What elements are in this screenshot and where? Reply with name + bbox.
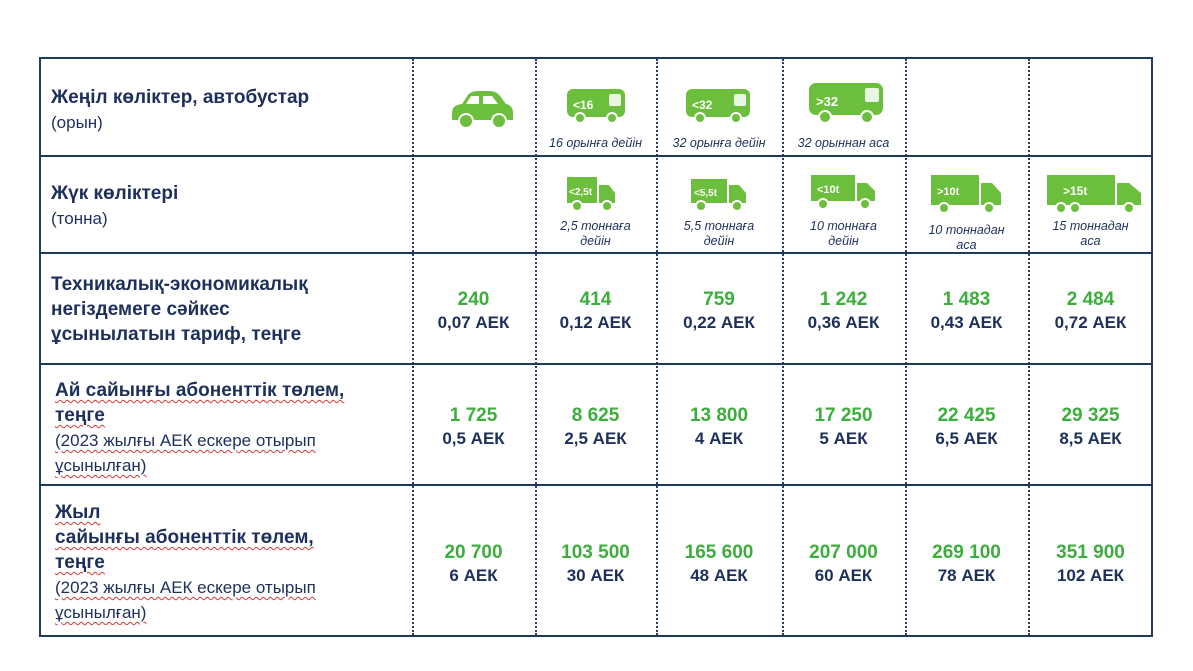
yearly-title-line1: Жыл xyxy=(55,502,101,523)
tariff-aek: 0,72 АЕК xyxy=(1054,313,1127,332)
car-icon xyxy=(446,87,516,131)
yearly-tenge: 20 700 xyxy=(444,542,503,563)
monthly-tenge: 13 800 xyxy=(689,405,749,426)
bus-badge: <16 xyxy=(573,98,594,112)
yearly-cell xyxy=(656,540,782,587)
monthly-title-line1: Ай сайынғы абоненттік төлем, xyxy=(55,380,345,401)
bus-icon xyxy=(565,85,629,125)
row-divider xyxy=(41,363,1151,365)
yearly-aek: 102 АЕК xyxy=(1056,566,1125,585)
passenger-row-header xyxy=(51,85,309,135)
passenger-caption: 32 орынға дейін xyxy=(672,136,766,150)
monthly-cell xyxy=(1028,403,1153,450)
monthly-tenge: 22 425 xyxy=(937,405,996,426)
truck-icon xyxy=(565,173,617,215)
tariff-tenge: 759 xyxy=(703,289,735,310)
cargo-caption xyxy=(1028,219,1153,249)
tariff-tenge: 1 242 xyxy=(819,289,868,310)
yearly-tenge: 103 500 xyxy=(561,542,630,563)
yearly-title-line2: сайынғы абоненттік төлем, xyxy=(55,527,314,548)
row-divider xyxy=(41,155,1151,157)
monthly-aek: 4 АЕК xyxy=(694,429,744,448)
cargo-caption-line1: 5,5 тоннаға xyxy=(683,219,755,233)
truck-badge: >15t xyxy=(1063,184,1088,198)
truck-icon xyxy=(929,171,1005,217)
cargo-caption-line2: аса xyxy=(956,238,977,252)
bus-badge: <32 xyxy=(692,98,713,112)
cargo-caption xyxy=(905,223,1028,253)
tariff-cell xyxy=(905,287,1028,334)
tariff-cell xyxy=(535,287,656,334)
tariff-tenge: 414 xyxy=(579,289,612,310)
cargo-row-header xyxy=(51,181,178,231)
yearly-cell xyxy=(412,540,535,587)
yearly-aek: 78 АЕК xyxy=(937,566,996,585)
tariff-tenge: 240 xyxy=(457,289,490,310)
tariff-row-header xyxy=(51,272,308,347)
truck-icon xyxy=(689,173,749,215)
yearly-cell xyxy=(905,540,1028,587)
tariff-aek: 0,43 АЕК xyxy=(930,313,1003,332)
yearly-title-line3: теңге xyxy=(55,552,105,573)
tariff-tenge: 2 484 xyxy=(1066,289,1115,310)
truck-badge: <10t xyxy=(817,184,840,196)
tariff-cell xyxy=(1028,287,1153,334)
yearly-cell xyxy=(535,540,656,587)
passenger-caption: 32 орыннан аса xyxy=(797,136,890,150)
yearly-tenge: 207 000 xyxy=(809,542,878,563)
monthly-tenge: 1 725 xyxy=(449,405,498,426)
monthly-cell xyxy=(535,403,656,450)
row-divider xyxy=(41,484,1151,486)
bus-icon xyxy=(807,79,887,125)
passenger-unit: (орын) xyxy=(51,113,103,132)
monthly-aek: 5 АЕК xyxy=(819,429,868,448)
cargo-title: Жүк көліктері xyxy=(51,183,179,204)
tariff-title-line2: негіздемеге сәйкес xyxy=(51,299,230,320)
monthly-tenge: 17 250 xyxy=(814,405,873,426)
tariff-table xyxy=(39,57,1153,637)
monthly-aek: 8,5 АЕК xyxy=(1059,429,1122,448)
passenger-title: Жеңіл көліктер, автобустар xyxy=(51,87,310,108)
yearly-cell xyxy=(782,540,905,587)
tariff-title-line3: ұсынылатын тариф, теңге xyxy=(51,324,302,345)
monthly-aek: 2,5 АЕК xyxy=(564,429,627,448)
yearly-tenge: 351 900 xyxy=(1056,542,1125,563)
cargo-caption-line1: 10 тоннаға xyxy=(810,219,877,233)
monthly-note-line1: (2023 жылғы АЕК ескере отырып xyxy=(55,431,316,450)
monthly-aek: 6,5 АЕК xyxy=(935,429,998,448)
tariff-aek: 0,07 АЕК xyxy=(437,313,510,332)
monthly-cell xyxy=(782,403,905,450)
cargo-caption-line2: дейін xyxy=(703,234,735,248)
truck-icon xyxy=(1045,171,1145,217)
cargo-unit: (тонна) xyxy=(51,209,108,228)
monthly-title-line2: теңге xyxy=(55,405,105,426)
bus-badge: >32 xyxy=(816,94,839,109)
truck-icon xyxy=(809,171,879,213)
tariff-cell xyxy=(412,287,535,334)
cargo-caption-line1: 15 тоннадан xyxy=(1052,219,1129,233)
passenger-caption: 16 орынға дейін xyxy=(549,136,642,150)
yearly-aek: 48 АЕК xyxy=(690,566,748,585)
cargo-caption-line2: дейін xyxy=(828,234,859,248)
cargo-caption xyxy=(656,219,782,249)
yearly-aek: 60 АЕК xyxy=(814,566,873,585)
yearly-cell xyxy=(1028,540,1153,587)
monthly-cell xyxy=(656,403,782,450)
tariff-cell xyxy=(656,287,782,334)
monthly-row-header xyxy=(55,378,344,478)
cargo-caption-line2: дейін xyxy=(580,234,611,248)
yearly-row-header xyxy=(55,500,316,625)
monthly-tenge: 29 325 xyxy=(1061,405,1120,426)
yearly-tenge: 269 100 xyxy=(932,542,1001,563)
tariff-tenge: 1 483 xyxy=(942,289,991,310)
monthly-tenge: 8 625 xyxy=(571,405,620,426)
cargo-caption xyxy=(782,219,905,249)
monthly-note-line2: ұсынылған) xyxy=(55,456,147,475)
yearly-note-line1: (2023 жылғы АЕК ескере отырып xyxy=(55,578,316,597)
tariff-aek: 0,22 АЕК xyxy=(683,313,755,332)
tariff-aek: 0,36 АЕК xyxy=(807,313,880,332)
monthly-cell xyxy=(412,403,535,450)
tariff-title-line1: Техникалық-экономикалық xyxy=(51,274,308,295)
truck-badge: <2,5t xyxy=(569,187,593,198)
yearly-aek: 30 АЕК xyxy=(566,566,625,585)
yearly-note-line2: ұсынылған) xyxy=(55,603,147,622)
monthly-aek: 0,5 АЕК xyxy=(442,429,505,448)
tariff-cell xyxy=(782,287,905,334)
yearly-tenge: 165 600 xyxy=(684,542,754,563)
yearly-aek: 6 АЕК xyxy=(449,566,498,585)
tariff-aek: 0,12 АЕК xyxy=(559,313,632,332)
cargo-caption-line1: 10 тоннадан xyxy=(928,223,1005,237)
cargo-caption-line1: 2,5 тоннаға xyxy=(560,219,631,233)
cargo-caption xyxy=(535,219,656,249)
truck-badge: <5,5t xyxy=(694,188,718,199)
bus-icon xyxy=(684,85,754,125)
monthly-cell xyxy=(905,403,1028,450)
truck-badge: >10t xyxy=(937,186,960,198)
cargo-caption-line2: аса xyxy=(1080,234,1101,248)
